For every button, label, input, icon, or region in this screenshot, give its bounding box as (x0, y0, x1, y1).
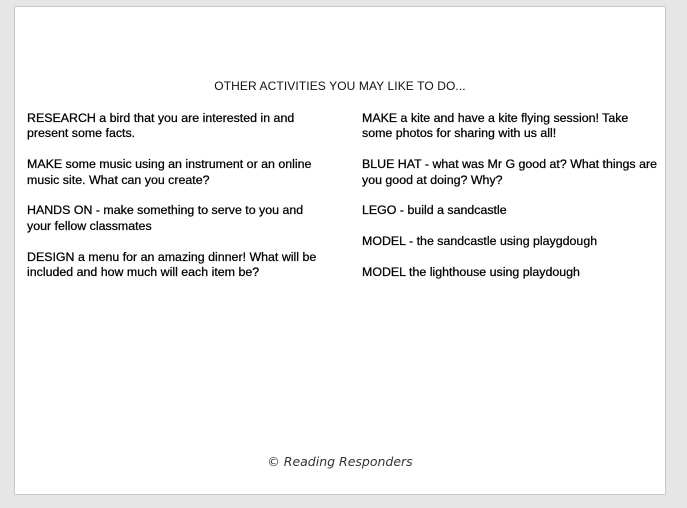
copyright-footer: © Reading Responders (267, 454, 413, 469)
activity-research-bird: RESEARCH a bird that you are interested in and present some facts. (27, 111, 295, 141)
activity-design-menu: DESIGN a menu for an amazing dinner! What will be included and how much will each item be? (27, 249, 317, 280)
activity-model-sandcastle: MODEL - the sandcastle using playgdough (362, 234, 598, 249)
activity-make-kite: MAKE a kite and have a kite flying session! Take some photos for sharing with us all! (362, 111, 629, 141)
activity-model-lighthouse: MODEL the lighthouse using playdough (362, 265, 580, 279)
activities-heading: OTHER ACTIVITIES YOU MAY LIKE TO DO... (214, 79, 466, 93)
activity-make-music: MAKE some music using an instrument or an online music site. What can you create? (27, 157, 312, 187)
activity-blue-hat: BLUE HAT - what was Mr G good at? What things are you good at doing? Why? (362, 157, 657, 187)
right-column (362, 111, 662, 296)
document-page (14, 6, 666, 495)
activity-hands-on: HANDS ON - make something to serve to you and your fellow classmates (27, 203, 304, 233)
activity-lego-sandcastle: LEGO - build a sandcastle (362, 203, 507, 218)
left-column (27, 111, 317, 296)
